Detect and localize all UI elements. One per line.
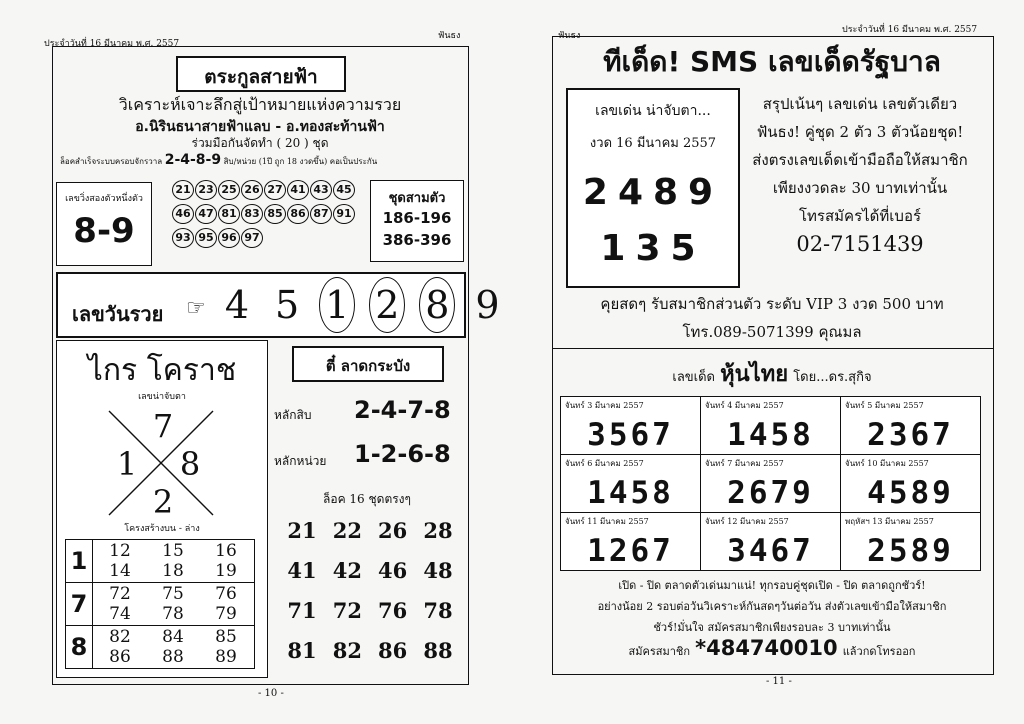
circled-number: 81 xyxy=(218,204,240,224)
korat-row xyxy=(98,604,248,624)
left-header-date: ประจำวันที่ 16 มีนาคม พ.ศ. 2557 xyxy=(44,39,180,49)
circled-number: 87 xyxy=(310,204,332,224)
lock16-number: 71 xyxy=(287,598,317,623)
watch-digits-1: 2489 xyxy=(582,172,724,213)
stock-cell xyxy=(700,454,841,513)
stock-cell xyxy=(840,512,981,571)
rich-digit-circled: 8 xyxy=(419,277,455,333)
rich-digit: 4 xyxy=(224,283,250,327)
circled-number: 47 xyxy=(195,204,217,224)
sms-code: *484740010 xyxy=(695,636,838,660)
lock16-number: 41 xyxy=(287,558,317,583)
right-header-date: ประจำวันที่ 16 มีนาคม พ.ศ. 2557 xyxy=(842,25,978,35)
lock16-number: 48 xyxy=(423,558,453,583)
circled-number: 96 xyxy=(218,228,240,248)
korat-row xyxy=(98,627,248,647)
korat-group xyxy=(65,539,255,583)
title-box xyxy=(176,56,346,92)
vip-line: คุยสดๆ รับสมาชิกส่วนตัว ระดับ VIP 3 งวด 500 บาท xyxy=(600,295,944,313)
rich-digit: 5 xyxy=(275,283,300,327)
stock-number: 1458 xyxy=(587,475,674,511)
stock-date: จันทร์ 4 มีนาคม 2557 xyxy=(705,401,784,410)
lock16-number: 21 xyxy=(287,518,317,543)
sms-signup xyxy=(552,636,992,660)
korat-lead-digit: 7 xyxy=(66,583,93,625)
footer-line: อย่างน้อย 2 รอบต่อวันวิเคราะห์กันสดๆวันต่อวัน ส่งตัวเลขเข้ามือให้สมาชิก xyxy=(597,600,947,613)
lock16-number: 78 xyxy=(423,598,453,623)
rich-digit-circled: 2 xyxy=(369,277,405,333)
cross-top: 7 xyxy=(152,407,174,445)
stock-date: จันทร์ 10 มีนาคม 2557 xyxy=(845,459,929,468)
stock-number: 2679 xyxy=(727,475,814,511)
stock-number: 3567 xyxy=(587,417,674,453)
units-label: หลักหน่วย xyxy=(274,454,327,468)
korat-row xyxy=(98,541,248,561)
circled-number: 21 xyxy=(172,180,194,200)
sets-line: ร่วมมือกันจัดทำ ( 20 ) ชุด xyxy=(191,136,329,150)
two-digit-label: เลขวิ่งสองตัวหนึ่งตัว xyxy=(65,194,143,204)
contact-line: โทร.089-5071399 คุณมล xyxy=(682,323,862,341)
korat-box xyxy=(56,340,268,678)
korat-number: 12 xyxy=(109,541,131,561)
korat-number: 15 xyxy=(162,541,184,561)
tens-label: หลักสิบ xyxy=(274,408,312,422)
rich-digit: 9 xyxy=(475,283,500,327)
lock-line-prefix: ล็อคสำเร็จระบบครอบจักรวาล xyxy=(60,157,163,166)
promo-line: ส่งตรงเลขเด็ดเข้ามือถือให้สมาชิก xyxy=(752,151,968,169)
circled-number: 41 xyxy=(287,180,309,200)
right-page-number: - 11 - xyxy=(766,676,792,687)
circled-number: 26 xyxy=(241,180,263,200)
stock-cell xyxy=(560,512,701,571)
korat-lead-digit: 8 xyxy=(66,626,93,668)
stock-date: จันทร์ 11 มีนาคม 2557 xyxy=(565,517,649,526)
circled-number: 85 xyxy=(264,204,286,224)
stock-cell xyxy=(560,454,701,513)
units-value: 1-2-6-8 xyxy=(354,440,451,468)
stock-cell xyxy=(560,396,701,455)
rich-number-box xyxy=(56,272,500,338)
left-header-brand: ฟันธง xyxy=(438,31,461,41)
korat-number: 75 xyxy=(162,584,184,604)
lock16-number: 22 xyxy=(332,518,362,543)
lock16-number: 26 xyxy=(378,518,408,543)
stock-date: จันทร์ 3 มีนาคม 2557 xyxy=(565,401,644,410)
lock16-number: 82 xyxy=(332,638,362,663)
divider xyxy=(552,348,994,349)
lock16-number: 88 xyxy=(423,638,453,663)
circled-number: 86 xyxy=(287,204,309,224)
watch-label: เลขเด่น น่าจับตา... xyxy=(595,103,711,119)
circled-number: 45 xyxy=(333,180,355,200)
stock-date: จันทร์ 12 มีนาคม 2557 xyxy=(705,517,789,526)
korat-number: 82 xyxy=(109,627,131,647)
hunthai-header xyxy=(552,356,992,391)
footer-line: ชัวร์!มั่นใจ สมัครสมาชิกเพียงรอบละ 3 บาทเท่านั้น xyxy=(653,621,891,634)
authors: อ.นิรินธนาสายฟ้าแลบ - อ.ทองสะท้านฟ้า xyxy=(135,119,385,135)
korat-number: 19 xyxy=(215,561,237,581)
lock16-row xyxy=(282,598,458,638)
promo-block xyxy=(740,92,980,262)
hunthai-prefix: เลขเด็ด xyxy=(672,370,715,385)
stock-cell xyxy=(840,396,981,455)
lock16-label: ล็อค 16 ชุดตรงๆ xyxy=(323,492,411,506)
lat-title: ตี๋ ลาดกระบัง xyxy=(325,357,411,375)
stock-date: จันทร์ 7 มีนาคม 2557 xyxy=(705,459,784,468)
hunthai-title: หุ้นไทย xyxy=(720,362,789,387)
promo-line: สรุปเน้นๆ เลขเด่น เลขตัวเดียว xyxy=(762,95,958,113)
korat-footer: โครงสร้างบน - ล่าง xyxy=(124,524,200,534)
korat-number: 84 xyxy=(162,627,184,647)
stock-number: 2367 xyxy=(867,417,954,453)
circled-number: 91 xyxy=(333,204,355,224)
lock16-row xyxy=(282,518,458,558)
lock16-row xyxy=(282,558,458,598)
two-digit-box xyxy=(56,182,152,266)
stock-date: พฤหัสฯ 13 มีนาคม 2557 xyxy=(845,517,934,526)
cross-bottom: 2 xyxy=(152,483,174,521)
lock16-number: 72 xyxy=(332,598,362,623)
korat-subtitle: เลขน่าจับตา xyxy=(138,392,186,402)
lat-area xyxy=(272,340,462,676)
korat-number: 85 xyxy=(215,627,237,647)
promo-line: โทรสมัครได้ที่เบอร์ xyxy=(798,207,922,225)
stock-number: 4589 xyxy=(867,475,954,511)
cross-right: 8 xyxy=(179,445,201,483)
korat-row xyxy=(98,647,248,667)
right-header-brand: ฟันธง xyxy=(558,31,581,41)
korat-number: 74 xyxy=(109,604,131,624)
korat-number: 86 xyxy=(109,647,131,667)
circled-number: 27 xyxy=(264,180,286,200)
korat-number: 78 xyxy=(162,604,184,624)
lat-title-box xyxy=(292,346,444,382)
korat-lead-digit: 1 xyxy=(66,540,93,582)
pointing-hand-icon: ☞ xyxy=(186,296,206,321)
circled-number: 83 xyxy=(241,204,263,224)
tens-value: 2-4-7-8 xyxy=(354,396,451,424)
stock-number: 1458 xyxy=(727,417,814,453)
korat-row xyxy=(98,561,248,581)
stock-cell xyxy=(700,396,841,455)
three-digit-value-1: 186-196 xyxy=(382,209,452,227)
lock16-number: 86 xyxy=(378,638,408,663)
korat-number: 14 xyxy=(109,561,131,581)
korat-title: ไกร โคราช xyxy=(87,353,237,388)
footer-line: เปิด - ปิด ตลาดตัวเด่นมาแน่! ทุกรอบคู่ชุดเปิด - ปิด ตลาดถูกชัวร์! xyxy=(618,579,926,592)
sms-prefix: สมัครสมาชิก xyxy=(628,645,691,658)
sms-title: ทีเด็ด! SMS เลขเด็ดรัฐบาล xyxy=(603,45,941,78)
lock16-number: 46 xyxy=(378,558,408,583)
korat-number: 16 xyxy=(215,541,237,561)
three-digit-box xyxy=(370,180,464,262)
stock-cell xyxy=(700,512,841,571)
subtitle: วิเคราะห์เจาะลึกสู่เป้าหมายแห่งความรวย xyxy=(118,95,402,114)
lock-line-suffix: สิบ/หน่วย (1ปี ถูก 18 งวดขึ้น) คอเป็นประกัน xyxy=(223,157,378,166)
left-page-number: - 10 - xyxy=(258,688,284,699)
circle-number-grid xyxy=(172,178,362,250)
watch-date: งวด 16 มีนาคม 2557 xyxy=(589,136,717,151)
stock-date: จันทร์ 6 มีนาคม 2557 xyxy=(565,459,644,468)
korat-number: 79 xyxy=(215,604,237,624)
lock-line xyxy=(60,152,460,168)
circled-number: 23 xyxy=(195,180,217,200)
page-title: ตระกูลสายฟ้า xyxy=(204,66,318,88)
three-digit-label: ชุดสามตัว xyxy=(388,191,446,206)
lock16-grid xyxy=(282,518,458,678)
lock16-number: 76 xyxy=(378,598,408,623)
promo-line: ฟันธง! คู่ชุด 2 ตัว 3 ตัวน้อยชุด! xyxy=(756,123,964,141)
korat-number: 89 xyxy=(215,647,237,667)
phone-number: 02-7151439 xyxy=(796,232,924,256)
stock-number: 3467 xyxy=(727,533,814,569)
stock-date: จันทร์ 5 มีนาคม 2557 xyxy=(845,401,924,410)
korat-table xyxy=(65,539,255,669)
rich-digits xyxy=(218,277,506,333)
promo-line: เพียงงวดละ 30 บาทเท่านั้น xyxy=(772,179,948,197)
korat-row xyxy=(98,584,248,604)
korat-group xyxy=(65,583,255,626)
korat-group xyxy=(65,626,255,669)
rich-label: เลขวันรวย xyxy=(72,302,164,326)
stock-cell xyxy=(840,454,981,513)
circled-number: 97 xyxy=(241,228,263,248)
circled-number: 93 xyxy=(172,228,194,248)
hunthai-suffix: โดย...ดร.สุกิจ xyxy=(793,370,872,385)
stock-grid xyxy=(560,396,980,572)
korat-number: 18 xyxy=(162,561,184,581)
stock-number: 1267 xyxy=(587,533,674,569)
watch-digits-2: 135 xyxy=(600,228,706,269)
lock16-row xyxy=(282,638,458,678)
circled-number: 46 xyxy=(172,204,194,224)
three-digit-value-2: 386-396 xyxy=(382,231,452,249)
circled-number: 95 xyxy=(195,228,217,248)
lock16-number: 42 xyxy=(332,558,362,583)
sms-suffix: แล้วกดโทรออก xyxy=(842,645,916,658)
korat-number: 72 xyxy=(109,584,131,604)
two-digit-value: 8-9 xyxy=(73,211,135,251)
circled-number: 25 xyxy=(218,180,240,200)
cross-left: 1 xyxy=(116,445,138,483)
stock-number: 2589 xyxy=(867,533,954,569)
lock16-number: 81 xyxy=(287,638,317,663)
watch-box xyxy=(566,88,740,288)
korat-number: 88 xyxy=(162,647,184,667)
korat-number: 76 xyxy=(215,584,237,604)
right-page xyxy=(512,0,1024,724)
rich-digit-circled: 1 xyxy=(319,277,355,333)
lock-numbers: 2-4-8-9 xyxy=(164,152,222,168)
circled-number: 43 xyxy=(310,180,332,200)
lock16-number: 28 xyxy=(423,518,453,543)
